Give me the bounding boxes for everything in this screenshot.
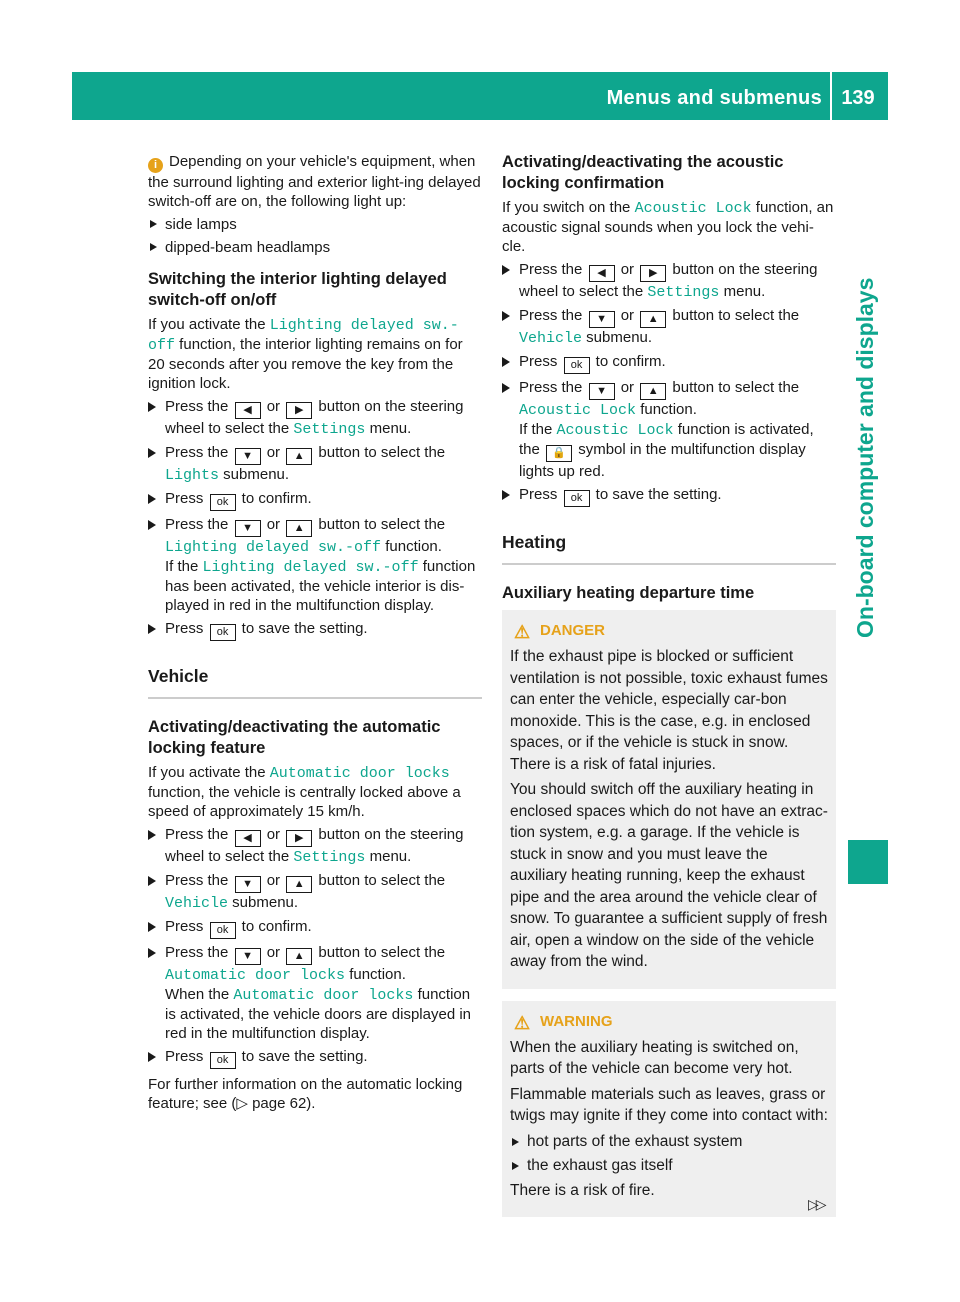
up-key-icon: ▲ <box>286 948 312 965</box>
step: Press ok to save the setting. <box>148 619 482 641</box>
step: Press the ▼ or ▲ button to select the Acoustic Lock function. If the Acoustic Lock function is activated, the 🔒 symbol in the multifunction display lights up red. <box>502 378 836 481</box>
right-key-icon: ▶ <box>640 265 666 282</box>
header-divider <box>830 72 832 120</box>
step-arrow-icon <box>148 448 156 458</box>
paragraph: There is a risk of fire. <box>510 1181 655 1199</box>
ok-key-icon: ok <box>564 357 590 374</box>
up-key-icon: ▲ <box>286 876 312 893</box>
heading-auxiliary-heating: Auxiliary heating departure time <box>502 584 755 602</box>
step-arrow-icon <box>502 357 510 367</box>
step: Press the ▼ or ▲ button to select the Vehicle submenu. <box>502 306 836 348</box>
paragraph: If you activate the Automatic door locks function, the vehicle is centrally locked above a speed of approximately 15 km/h. <box>148 764 461 820</box>
bullet-icon <box>150 220 157 228</box>
info-icon: i <box>148 158 163 173</box>
left-column <box>148 152 482 1113</box>
lock-icon: 🔒 <box>546 445 572 462</box>
ok-key-icon: ok <box>210 1052 236 1069</box>
ok-key-icon: ok <box>210 922 236 939</box>
step-arrow-icon <box>502 383 510 393</box>
step: Press the ▼ or ▲ button to select the Automatic door locks function. When the Automatic door locks function is activated, the vehicle doors are displayed in red in the multifunction display. <box>148 943 482 1043</box>
section-heating: Heating <box>502 531 836 565</box>
step: Press the ▼ or ▲ button to select the Lighting delayed sw.-off function. If the Lighting delayed sw.-off function has been activated, the vehicle interior is dis-played in red in the multifunction display. <box>148 515 482 615</box>
step: Press the ◀ or ▶ button on the steering wheel to select the Settings menu. <box>502 260 836 302</box>
down-key-icon: ▼ <box>235 948 261 965</box>
ok-key-icon: ok <box>210 624 236 641</box>
step: Press the ▼ or ▲ button to select the Lights submenu. <box>148 443 482 485</box>
heading-acoustic-locking: Activating/deactivating the acoustic locking confirmation <box>502 153 784 192</box>
bullet-icon <box>150 243 157 251</box>
down-key-icon: ▼ <box>235 876 261 893</box>
step-arrow-icon <box>148 876 156 886</box>
paragraph: You should switch off the auxiliary heating in enclosed spaces which do not have an extrac-tion system, e.g. a garage. If the vehicle is stuck in snow and you must leave the auxiliary heating running, keep the exhaust pipe and the area around the vehicle clear of snow. To guarantee a sufficient supply of fresh air, open a window on the side of the vehicle away from the wind. <box>510 781 828 970</box>
warning-label: ⚠ WARNING <box>514 1012 613 1033</box>
step-arrow-icon <box>148 520 156 530</box>
bullet-icon <box>512 1138 519 1146</box>
up-key-icon: ▲ <box>640 311 666 328</box>
step-arrow-icon <box>148 402 156 412</box>
paragraph: If the exhaust pipe is blocked or sufficient ventilation is not possible, toxic exhaust fumes can enter the vehicle, especially car-bon monoxide. This is the case, e.g. in enclosed spaces, or if the vehicle is stuck in snow. There is a risk of fatal injuries. <box>510 648 828 773</box>
left-key-icon: ◀ <box>235 830 261 847</box>
page-header <box>72 72 888 120</box>
paragraph: If you switch on the Acoustic Lock function, an acoustic signal sounds when you lock the vehi-cle. <box>502 199 834 255</box>
step-arrow-icon <box>148 922 156 932</box>
list-item: hot parts of the exhaust system <box>510 1131 828 1153</box>
step: Press the ▼ or ▲ button to select the Vehicle submenu. <box>148 871 482 913</box>
danger-box <box>502 610 836 989</box>
cross-reference[interactable]: For further information on the automatic locking feature; see (▷ page 62). <box>148 1076 463 1112</box>
up-key-icon: ▲ <box>640 383 666 400</box>
left-key-icon: ◀ <box>589 265 615 282</box>
step-arrow-icon <box>502 490 510 500</box>
paragraph: If you activate the Lighting delayed sw.-off function, the interior lighting remains on for 20 seconds after you remove the key from the ignition lock. <box>148 316 463 392</box>
list-item: dipped-beam headlamps <box>148 238 482 257</box>
heading-automatic-locking: Activating/deactivating the automatic locking feature <box>148 718 441 757</box>
side-tab-label: On-board computer and displays <box>852 277 878 638</box>
right-key-icon: ▶ <box>286 402 312 419</box>
step: Press ok to confirm. <box>502 352 836 374</box>
down-key-icon: ▼ <box>235 448 261 465</box>
side-tab-marker <box>848 840 888 884</box>
step-arrow-icon <box>502 265 510 275</box>
paragraph: Flammable materials such as leaves, grass or twigs may ignite if they come into contact with: <box>510 1085 828 1124</box>
up-key-icon: ▲ <box>286 448 312 465</box>
right-column <box>502 152 836 1217</box>
right-key-icon: ▶ <box>286 830 312 847</box>
chapter-title: Menus and submenus <box>606 87 822 109</box>
step-arrow-icon <box>148 624 156 634</box>
up-key-icon: ▲ <box>286 520 312 537</box>
step-arrow-icon <box>148 1052 156 1062</box>
page-number: 139 <box>841 87 875 109</box>
down-key-icon: ▼ <box>589 311 615 328</box>
down-key-icon: ▼ <box>589 383 615 400</box>
step: Press ok to confirm. <box>148 917 482 939</box>
ok-key-icon: ok <box>564 490 590 507</box>
step: Press the ◀ or ▶ button on the steering wheel to select the Settings menu. <box>148 825 482 867</box>
step: Press ok to save the setting. <box>148 1047 482 1069</box>
heading-interior-lighting: Switching the interior lighting delayed switch-off on/off <box>148 270 447 309</box>
step-arrow-icon <box>148 830 156 840</box>
step: Press the ◀ or ▶ button on the steering wheel to select the Settings menu. <box>148 397 482 439</box>
step-arrow-icon <box>148 948 156 958</box>
danger-label: ⚠ DANGER <box>514 622 606 642</box>
list-item: the exhaust gas itself <box>510 1155 828 1177</box>
side-tab <box>840 168 888 768</box>
warning-box <box>502 1001 836 1218</box>
warning-triangle-icon: ⚠ <box>514 622 531 642</box>
step: Press ok to save the setting. <box>502 485 836 507</box>
info-note: i Depending on your vehicle's equipment, when the surround lighting and exterior light-ing delayed switch-off are on, the following light up: <box>148 153 481 210</box>
ok-key-icon: ok <box>210 494 236 511</box>
bullet-icon <box>512 1162 519 1170</box>
down-key-icon: ▼ <box>235 520 261 537</box>
list-item: side lamps <box>148 215 482 234</box>
paragraph: When the auxiliary heating is switched on, parts of the vehicle can become very hot. <box>510 1038 799 1077</box>
step-arrow-icon <box>148 494 156 504</box>
continue-arrows-icon: ▷▷ <box>808 1196 824 1212</box>
step-arrow-icon <box>502 311 510 321</box>
left-key-icon: ◀ <box>235 402 261 419</box>
warning-triangle-icon: ⚠ <box>514 1012 531 1033</box>
step: Press ok to confirm. <box>148 489 482 511</box>
section-vehicle: Vehicle <box>148 665 482 699</box>
